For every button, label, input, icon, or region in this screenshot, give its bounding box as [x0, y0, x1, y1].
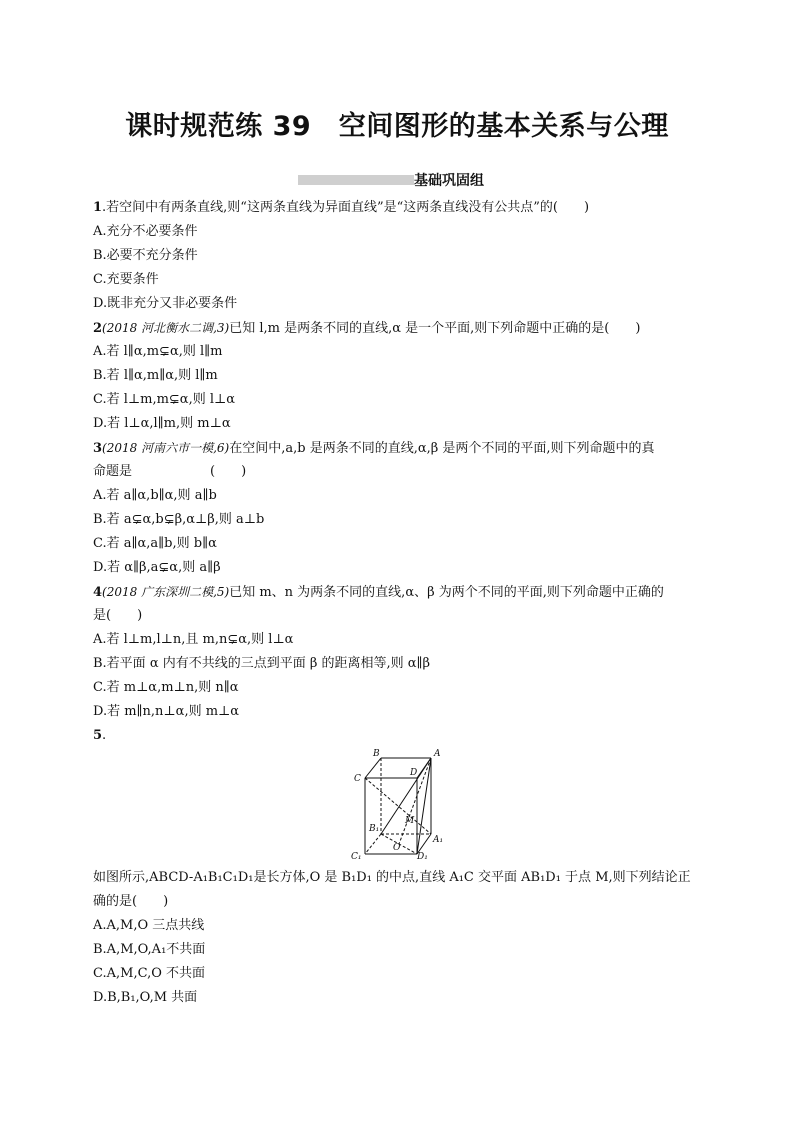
option: C.A,M,C,O 不共面 [93, 966, 205, 981]
option: C.若 m⊥α,m⊥n,则 n∥α [93, 680, 239, 695]
option: C.若 l⊥m,m⊊α,则 l⊥α [93, 392, 236, 407]
option: D.若 α∥β,a⊊α,则 a∥β [93, 560, 221, 575]
cuboid-figure [93, 748, 703, 866]
option: B.必要不充分条件 [93, 248, 198, 263]
option: D.B,B₁,O,M 共面 [93, 990, 198, 1005]
label-C: C [354, 774, 361, 784]
label-C1: C₁ [351, 852, 362, 860]
question-1-stem [93, 196, 703, 220]
question-source: (2018 河北衡水二调,3) [102, 321, 230, 335]
question-text: .若空间中有两条直线,则“这两条直线为异面直线”是“这两条直线没有公共点”的( ) [102, 200, 590, 215]
option: B.若 l∥α,m∥α,则 l∥m [93, 368, 218, 383]
option: A.若 l⊥m,l⊥n,且 m,n⊊α,则 l⊥α [93, 632, 294, 647]
question-5-stem: 如图所示,ABCD-A₁B₁C₁D₁是长方体,O 是 B₁D₁ 的中点,直线 A₁C 交平面 AB₁D₁ 于点 M,则下列结论正 [93, 870, 691, 885]
section-label: 基础巩固组 [414, 173, 484, 189]
question-5-stem-cont: 确的是( ) [93, 894, 169, 909]
question-number-suffix: . [102, 728, 107, 743]
exercise-content [93, 196, 703, 1010]
option: D.若 l⊥α,l∥m,则 m⊥α [93, 416, 231, 431]
section-header [298, 171, 484, 189]
cuboid-diagram [351, 748, 451, 860]
option: D.既非充分又非必要条件 [93, 296, 238, 311]
option: A.A,M,O 三点共线 [93, 918, 205, 933]
question-number: 4 [93, 585, 103, 600]
page-title: 课时规范练 39 空间图形的基本关系与公理 [125, 111, 669, 142]
question-number: 3 [93, 441, 103, 456]
option: B.A,M,O,A₁不共面 [93, 942, 206, 957]
question-number: 1 [93, 200, 103, 215]
label-D1: D₁ [417, 852, 428, 860]
question-2-stem [93, 316, 703, 340]
edge-B1C1-hidden [365, 834, 381, 854]
question-text: 已知 m、n 为两条不同的直线,α、β 为两个不同的平面,则下列命题中正确的 [229, 585, 664, 600]
edge-BC [365, 758, 381, 778]
label-B: B [373, 749, 380, 759]
label-O: O [393, 843, 401, 853]
label-D: D [410, 768, 418, 778]
option: A.若 l∥α,m⊊α,则 l∥m [93, 344, 223, 359]
question-4-stem [93, 580, 703, 604]
option: B.若 a⊊α,b⊊β,α⊥β,则 a⊥b [93, 512, 265, 527]
label-B1: B₁ [369, 824, 380, 834]
question-text: 已知 l,m 是两条不同的直线,α 是一个平面,则下列命题中正确的是( ) [229, 321, 641, 336]
line-AD1 [417, 758, 431, 854]
question-4-stem-cont: 是( ) [93, 608, 143, 623]
label-M: M [405, 816, 415, 826]
option: A.若 a∥α,b∥α,则 a∥b [93, 488, 217, 503]
question-source: (2018 广东深圳二模,5) [102, 585, 230, 599]
label-A: A [434, 749, 441, 759]
question-number: 2 [93, 321, 103, 336]
option: C.充要条件 [93, 272, 159, 287]
option: D.若 m∥n,n⊥α,则 m⊥α [93, 704, 240, 719]
question-text: 在空间中,a,b 是两条不同的直线,α,β 是两个不同的平面,则下列命题中的真 [229, 441, 655, 456]
label-A1: A₁ [433, 835, 444, 845]
option: C.若 a∥α,a∥b,则 b∥α [93, 536, 217, 551]
section-bar [298, 175, 414, 185]
question-5-number [93, 724, 703, 748]
question-3-stem [93, 436, 703, 460]
option: A.充分不必要条件 [93, 224, 198, 239]
question-number: 5 [93, 728, 103, 743]
question-3-stem-cont: 命题是 ( ) [93, 464, 247, 479]
question-source: (2018 河南六市一模,6) [102, 441, 230, 455]
option: B.若平面 α 内有不共线的三点到平面 β 的距离相等,则 α∥β [93, 656, 431, 671]
